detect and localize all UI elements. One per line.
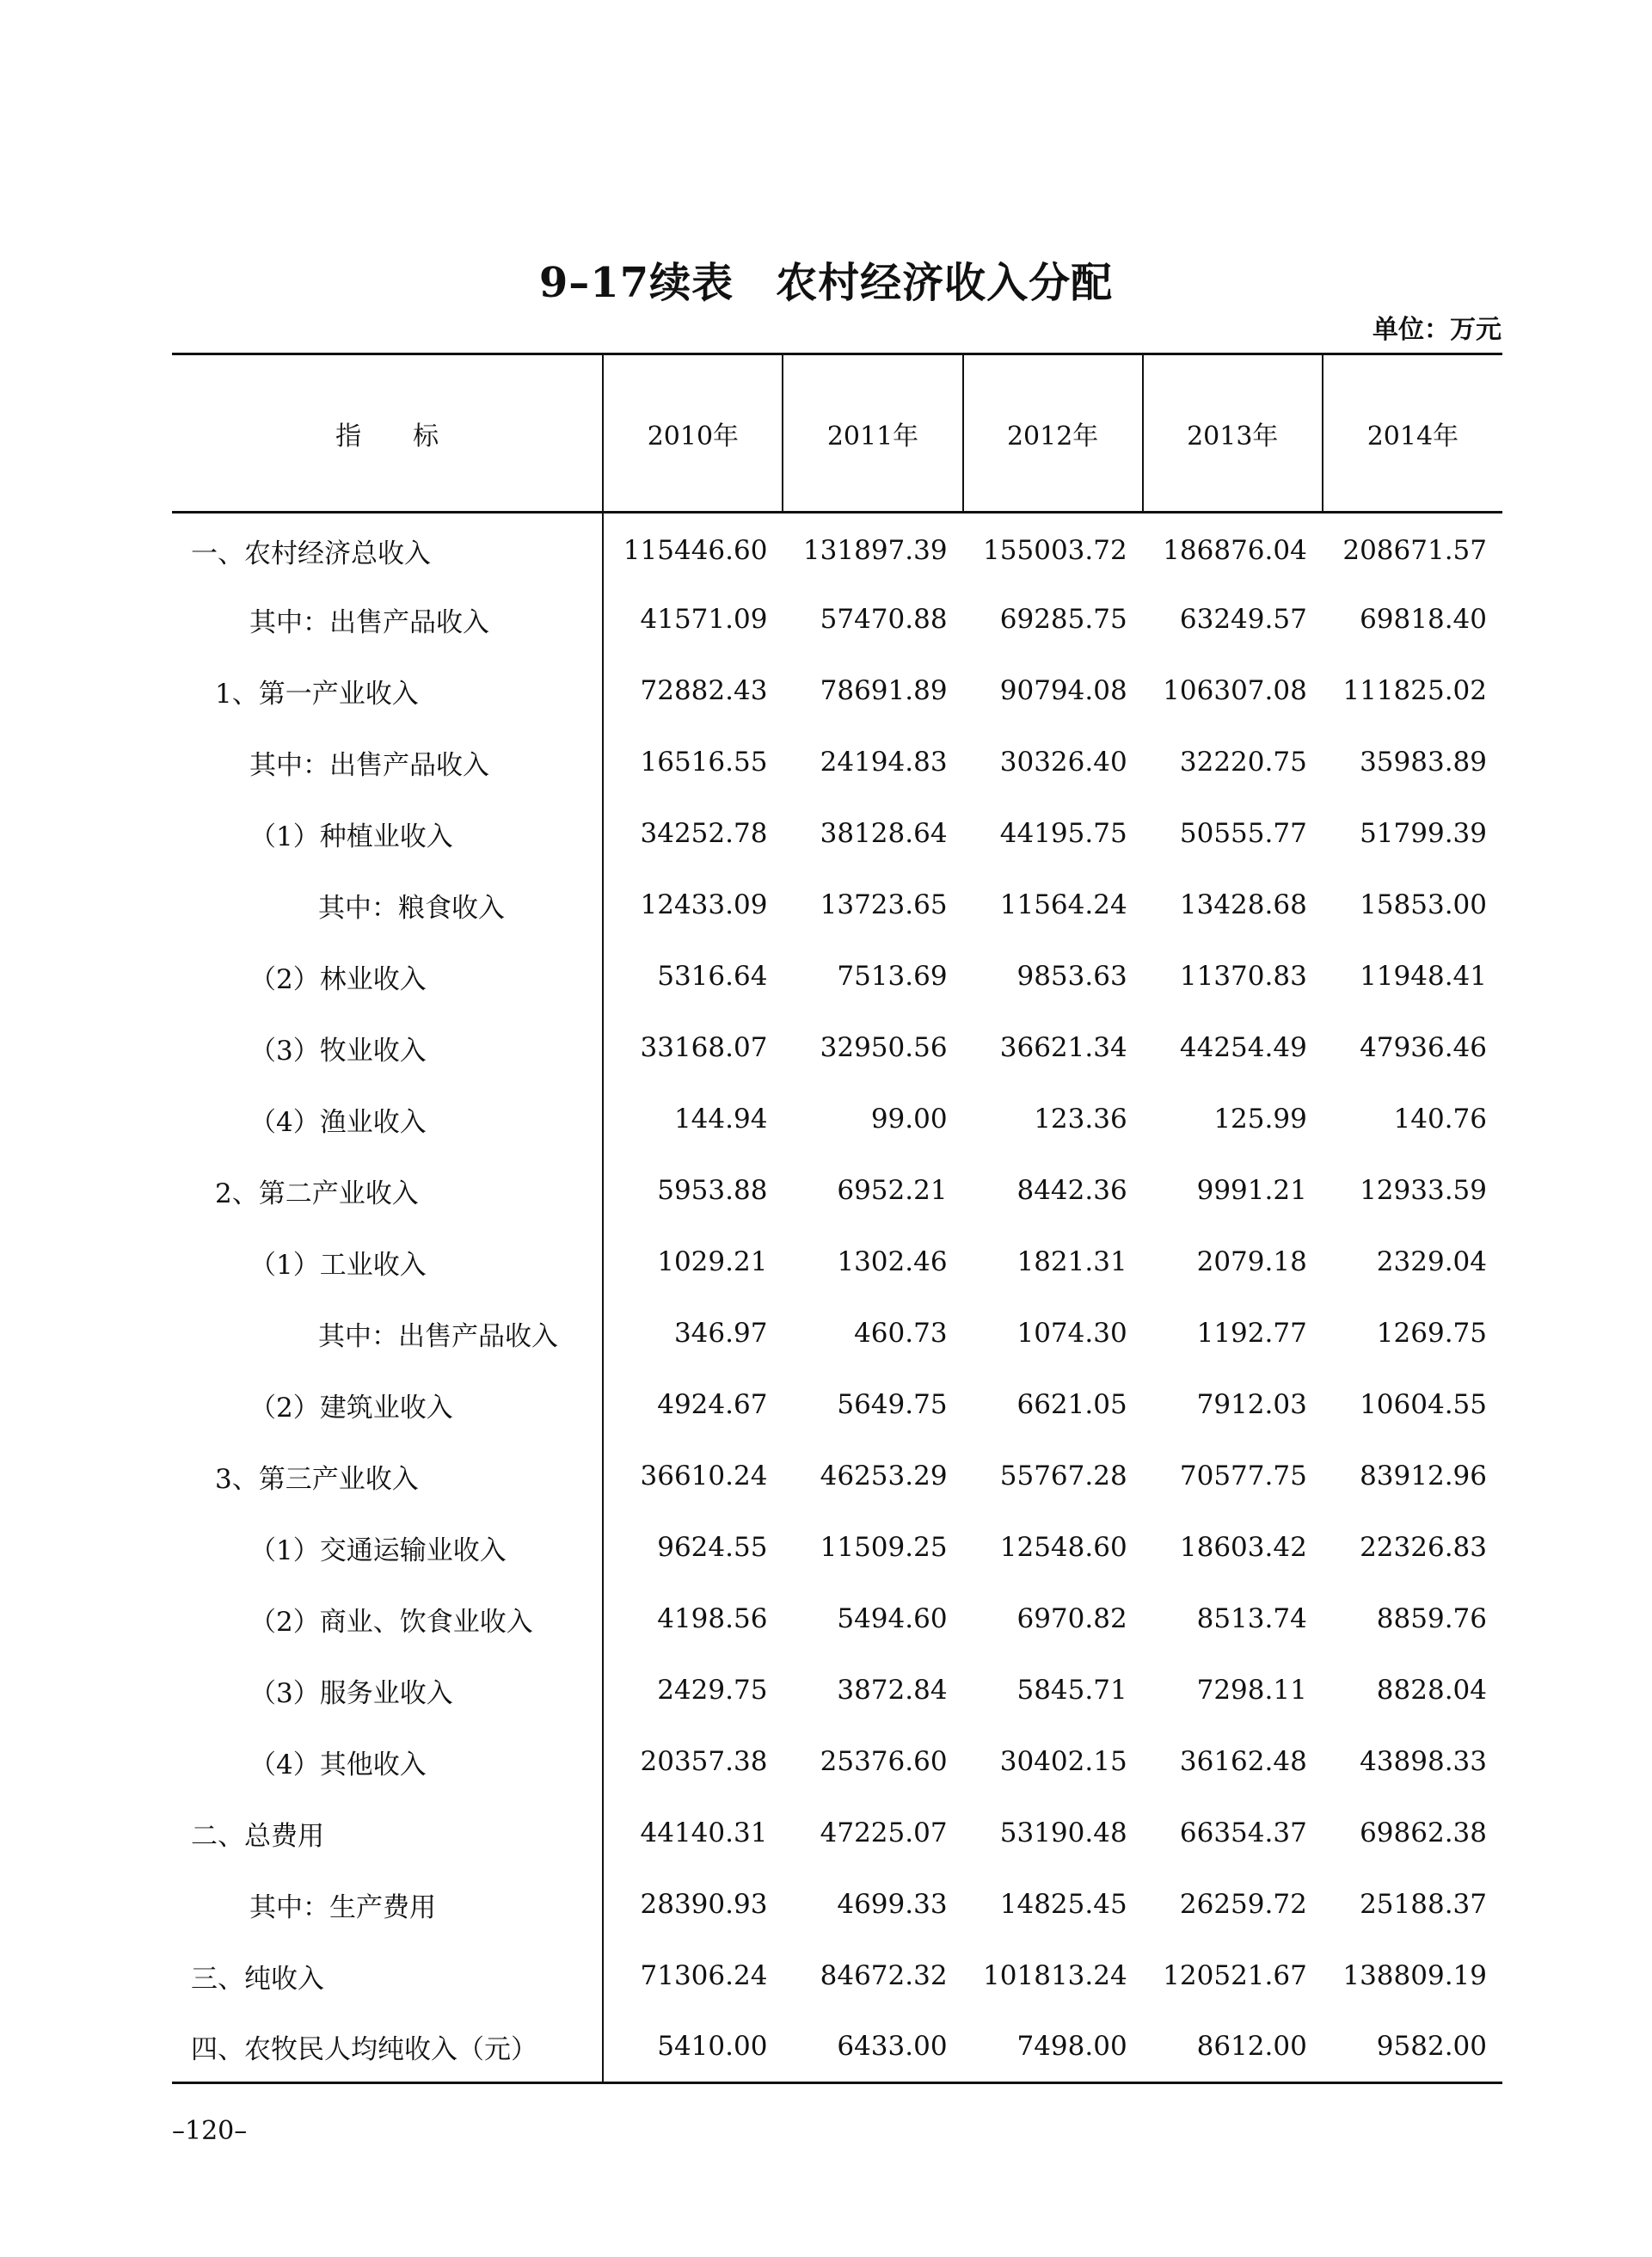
cell-value: 101813.24: [983, 1960, 1127, 1991]
cell-value: 32950.56: [820, 1032, 948, 1063]
row-label: 三、纯收入: [172, 1940, 603, 2012]
row-label: （2）林业收入: [172, 941, 603, 1012]
cell-value: 43898.33: [1360, 1746, 1487, 1777]
cell-value: 12933.59: [1360, 1175, 1487, 1206]
row-label: （2）建筑业收入: [172, 1369, 603, 1441]
cell-value: 7498.00: [1016, 2031, 1127, 2063]
table-row: [172, 1298, 1502, 1369]
row-label: （1）工业收入: [172, 1227, 603, 1298]
cell-value: 1074.30: [1016, 1318, 1127, 1349]
table-row: [172, 2012, 1502, 2083]
cell-value: 5845.71: [1016, 1675, 1127, 1706]
cell-value: 9853.63: [1016, 961, 1127, 992]
row-label: 其中：粮食收入: [172, 870, 603, 941]
table-row: [172, 1012, 1502, 1084]
table-row: [172, 1940, 1502, 2012]
cell-value: 131897.39: [802, 535, 948, 567]
cell-value: 8513.74: [1196, 1603, 1307, 1634]
row-label: （4）其他收入: [172, 1726, 603, 1798]
table-row: [172, 1584, 1502, 1655]
row-label: （4）渔业收入: [172, 1084, 603, 1155]
cell-value: 71306.24: [640, 1960, 768, 1991]
cell-value: 111825.02: [1342, 675, 1487, 706]
cell-value: 7912.03: [1196, 1389, 1307, 1420]
table-row: [172, 584, 1502, 655]
cell-value: 7513.69: [837, 961, 948, 992]
cell-value: 9991.21: [1196, 1175, 1307, 1206]
table-row: [172, 1512, 1502, 1584]
cell-value: 14825.45: [999, 1889, 1127, 1920]
cell-value: 13723.65: [820, 889, 948, 920]
table-row: [172, 1369, 1502, 1441]
cell-value: 25376.60: [820, 1746, 948, 1777]
cell-value: 2329.04: [1376, 1246, 1487, 1277]
table-row: [172, 1798, 1502, 1869]
cell-value: 4198.56: [657, 1603, 768, 1634]
row-label: 其中：出售产品收入: [172, 584, 603, 655]
cell-value: 20357.38: [640, 1746, 768, 1777]
cell-value: 63249.57: [1179, 604, 1307, 635]
cell-value: 32220.75: [1179, 747, 1307, 778]
cell-value: 5410.00: [657, 2031, 768, 2063]
cell-value: 6970.82: [1016, 1603, 1127, 1634]
cell-value: 83912.96: [1360, 1461, 1487, 1491]
cell-value: 5316.64: [657, 961, 768, 992]
cell-value: 1821.31: [1016, 1246, 1127, 1277]
cell-value: 44254.49: [1179, 1032, 1307, 1063]
row-label: （1）交通运输业收入: [172, 1512, 603, 1584]
row-label: 其中：生产费用: [172, 1869, 603, 1940]
header-year: 2010年: [603, 354, 783, 513]
row-label: 四、农牧民人均纯收入（元）: [172, 2012, 603, 2083]
unit-label: 单位：万元: [1373, 315, 1502, 345]
table-header-row: [172, 354, 1502, 513]
cell-value: 47225.07: [820, 1817, 948, 1848]
table-row: [172, 1227, 1502, 1298]
cell-value: 78691.89: [820, 675, 948, 706]
cell-value: 6433.00: [837, 2031, 948, 2063]
cell-value: 66354.37: [1179, 1817, 1307, 1848]
income-distribution-table: [172, 353, 1502, 2084]
cell-value: 25188.37: [1360, 1889, 1487, 1920]
table-body: [172, 513, 1502, 2083]
cell-value: 5494.60: [837, 1603, 948, 1634]
cell-value: 36162.48: [1179, 1746, 1307, 1777]
cell-value: 144.94: [673, 1104, 768, 1135]
cell-value: 106307.08: [1163, 675, 1307, 706]
cell-value: 208671.57: [1342, 535, 1487, 567]
cell-value: 24194.83: [820, 747, 948, 778]
cell-value: 22326.83: [1360, 1532, 1487, 1563]
cell-value: 47936.46: [1360, 1032, 1487, 1063]
cell-value: 44195.75: [999, 818, 1127, 849]
cell-value: 18603.42: [1179, 1532, 1307, 1563]
row-label: 二、总费用: [172, 1798, 603, 1869]
cell-value: 30402.15: [999, 1746, 1127, 1777]
cell-value: 2079.18: [1196, 1246, 1307, 1277]
cell-value: 1192.77: [1196, 1318, 1307, 1349]
cell-value: 33168.07: [640, 1032, 768, 1063]
table-row: [172, 1869, 1502, 1940]
cell-value: 140.76: [1393, 1104, 1487, 1135]
row-label: 其中：出售产品收入: [172, 727, 603, 798]
row-label: 3、第三产业收入: [172, 1441, 603, 1512]
cell-value: 120521.67: [1163, 1960, 1307, 1991]
cell-value: 1269.75: [1376, 1318, 1487, 1349]
cell-value: 12433.09: [640, 889, 768, 920]
cell-value: 99.00: [870, 1104, 948, 1135]
cell-value: 4699.33: [837, 1889, 948, 1920]
cell-value: 13428.68: [1179, 889, 1307, 920]
cell-value: 36610.24: [640, 1461, 768, 1491]
table-row: [172, 1084, 1502, 1155]
table-row: [172, 1441, 1502, 1512]
cell-value: 8442.36: [1016, 1175, 1127, 1206]
cell-value: 186876.04: [1163, 535, 1307, 567]
table-row: [172, 798, 1502, 870]
cell-value: 53190.48: [999, 1817, 1127, 1848]
cell-value: 138809.19: [1342, 1960, 1487, 1991]
cell-value: 36621.34: [999, 1032, 1127, 1063]
cell-value: 15853.00: [1360, 889, 1487, 920]
cell-value: 90794.08: [999, 675, 1127, 706]
cell-value: 69285.75: [999, 604, 1127, 635]
cell-value: 28390.93: [640, 1889, 768, 1920]
cell-value: 16516.55: [640, 747, 768, 778]
cell-value: 69818.40: [1360, 604, 1487, 635]
table-row: [172, 1655, 1502, 1726]
cell-value: 84672.32: [820, 1960, 948, 1991]
header-year: 2012年: [963, 354, 1143, 513]
cell-value: 11564.24: [999, 889, 1127, 920]
cell-value: 123.36: [1034, 1104, 1127, 1135]
row-label: （2）商业、饮食业收入: [172, 1584, 603, 1655]
cell-value: 8859.76: [1376, 1603, 1487, 1634]
cell-value: 2429.75: [657, 1675, 768, 1706]
row-label: 一、农村经济总收入: [172, 513, 603, 584]
cell-value: 125.99: [1213, 1104, 1307, 1135]
row-label: 1、第一产业收入: [172, 655, 603, 727]
cell-value: 38128.64: [820, 818, 948, 849]
income-table-container: [172, 353, 1502, 2084]
cell-value: 51799.39: [1360, 818, 1487, 849]
cell-value: 34252.78: [640, 818, 768, 849]
cell-value: 6952.21: [837, 1175, 948, 1206]
table-row: [172, 513, 1502, 584]
cell-value: 1029.21: [657, 1246, 768, 1277]
cell-value: 1302.46: [837, 1246, 948, 1277]
table-row: [172, 941, 1502, 1012]
cell-value: 7298.11: [1196, 1675, 1307, 1706]
cell-value: 3872.84: [837, 1675, 948, 1706]
cell-value: 46253.29: [820, 1461, 948, 1491]
cell-value: 55767.28: [999, 1461, 1127, 1491]
row-label: （3）服务业收入: [172, 1655, 603, 1726]
cell-value: 72882.43: [640, 675, 768, 706]
table-row: [172, 870, 1502, 941]
header-year: 2013年: [1143, 354, 1323, 513]
cell-value: 50555.77: [1179, 818, 1307, 849]
table-row: [172, 655, 1502, 727]
page-number: –120–: [172, 2116, 248, 2146]
cell-value: 12548.60: [999, 1532, 1127, 1563]
cell-value: 155003.72: [983, 535, 1127, 567]
row-label: （3）牧业收入: [172, 1012, 603, 1084]
page-title: 9–17续表 农村经济收入分配: [538, 259, 1114, 307]
cell-value: 9624.55: [657, 1532, 768, 1563]
cell-value: 10604.55: [1360, 1389, 1487, 1420]
row-label: 其中：出售产品收入: [172, 1298, 603, 1369]
cell-value: 57470.88: [820, 604, 948, 635]
cell-value: 346.97: [673, 1318, 768, 1349]
header-year: 2014年: [1323, 354, 1502, 513]
cell-value: 26259.72: [1179, 1889, 1307, 1920]
cell-value: 30326.40: [999, 747, 1127, 778]
table-row: [172, 727, 1502, 798]
cell-value: 11370.83: [1179, 961, 1307, 992]
cell-value: 4924.67: [657, 1389, 768, 1420]
header-year: 2011年: [783, 354, 962, 513]
cell-value: 69862.38: [1360, 1817, 1487, 1848]
cell-value: 6621.05: [1016, 1389, 1127, 1420]
table-row: [172, 1726, 1502, 1798]
cell-value: 11948.41: [1360, 961, 1487, 992]
header-indicator: 指 标: [172, 354, 603, 513]
cell-value: 70577.75: [1179, 1461, 1307, 1491]
row-label: （1）种植业收入: [172, 798, 603, 870]
cell-value: 41571.09: [640, 604, 768, 635]
cell-value: 5649.75: [837, 1389, 948, 1420]
cell-value: 9582.00: [1376, 2031, 1487, 2063]
cell-value: 8612.00: [1196, 2031, 1307, 2063]
cell-value: 115446.60: [623, 535, 768, 567]
row-label: 2、第二产业收入: [172, 1155, 603, 1227]
cell-value: 35983.89: [1360, 747, 1487, 778]
cell-value: 8828.04: [1376, 1675, 1487, 1706]
table-row: [172, 1155, 1502, 1227]
cell-value: 11509.25: [820, 1532, 948, 1563]
cell-value: 5953.88: [657, 1175, 768, 1206]
cell-value: 44140.31: [640, 1817, 768, 1848]
cell-value: 460.73: [854, 1318, 948, 1349]
